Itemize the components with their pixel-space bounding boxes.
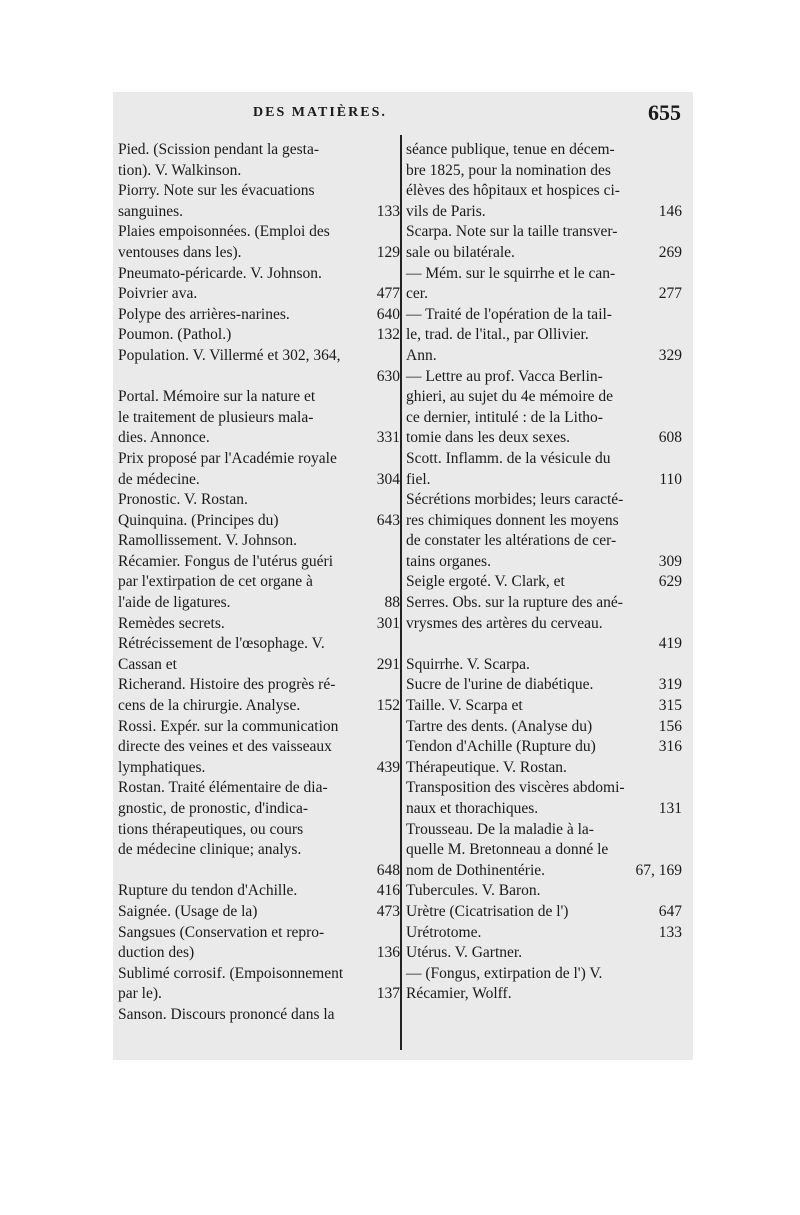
page-reference: 630: [376, 367, 400, 385]
index-entry: [118, 881, 400, 902]
index-entry: [406, 655, 682, 676]
index-entry: [406, 696, 682, 717]
page-number: 655: [648, 100, 681, 125]
entry-text: Plaies empoisonnées. (Emploi des: [118, 223, 330, 241]
page-reference: 439: [376, 758, 400, 776]
entry-text: Scott. Inflamm. de la vésicule du: [406, 449, 611, 467]
entry-text: Poivrier ava.: [118, 285, 198, 303]
entry-text: séance publique, tenue en décem-: [406, 141, 615, 158]
page-reference: 152: [376, 697, 400, 715]
entry-text: Ann.: [406, 346, 437, 364]
page-reference: 643: [376, 511, 400, 529]
index-entry: [118, 222, 400, 263]
page-reference: 319: [658, 676, 682, 694]
entry-text: Rétrécissement de l'œsophage. V.: [118, 635, 325, 653]
index-entry: [406, 717, 682, 738]
page-reference: 647: [658, 902, 682, 920]
entry-text: duction des): [118, 944, 195, 962]
entry-text: — Traité de l'opération de la tail-: [406, 305, 612, 323]
page-reference: 331: [376, 429, 400, 447]
index-entry: [406, 305, 682, 367]
entry-text: directe des veines et des vaisseaux: [118, 738, 332, 756]
entry-text: par l'extirpation de cet organe à: [118, 573, 313, 591]
entry-text: de médecine.: [118, 470, 200, 488]
page-reference: 132: [376, 326, 400, 344]
index-entry: [118, 264, 400, 285]
page-reference: 131: [658, 800, 682, 817]
index-entry: [118, 964, 400, 1005]
entry-text: sanguines.: [118, 202, 184, 220]
entry-text: Prix proposé par l'Académie royale: [118, 449, 337, 467]
page-reference: 309: [658, 552, 682, 570]
entry-text: Sublimé corrosif. (Empoisonnement: [118, 964, 344, 982]
index-entry: [406, 881, 682, 902]
entry-text: Serres. Obs. sur la rupture des ané-: [406, 594, 623, 612]
entry-text: Seigle ergoté. V. Clark, et: [406, 573, 565, 591]
page-reference: 608: [658, 429, 682, 447]
index-entry: [118, 531, 400, 552]
entry-text: tions thérapeutiques, ou cours: [118, 820, 304, 838]
entry-text: Tendon d'Achille (Rupture du): [406, 738, 596, 756]
index-entry: [118, 1005, 400, 1026]
entry-text: bre 1825, pour la nomination des: [406, 161, 611, 179]
entry-text: cens de la chirurgie. Analyse.: [118, 697, 301, 715]
index-entry: [118, 325, 400, 346]
entry-text: cer.: [406, 285, 428, 303]
index-entry: [118, 902, 400, 923]
index-entry: [406, 449, 682, 490]
entry-text: tion). V. Walkinson.: [118, 161, 242, 179]
entry-text: Tubercules. V. Baron.: [406, 882, 541, 900]
page-reference: 640: [376, 305, 400, 323]
entry-text: naux et thorachiques.: [406, 800, 539, 817]
index-entry: [118, 923, 400, 964]
entry-text: ce dernier, intitulé : de la Litho-: [406, 408, 603, 426]
index-entry: [406, 902, 682, 923]
entry-text: sale ou bilatérale.: [406, 243, 515, 261]
entry-text: élèves des hôpitaux et hospices ci-: [406, 182, 620, 200]
running-title: DES MATIÈRES.: [253, 105, 387, 120]
entry-text: Portal. Mémoire sur la nature et: [118, 388, 316, 406]
index-entry: [406, 264, 682, 305]
index-entry: [118, 284, 400, 305]
index-entry: [406, 367, 682, 449]
index-entry: [118, 346, 400, 367]
page-reference: 156: [658, 717, 682, 735]
page-reference: 269: [658, 243, 682, 261]
entry-text: nom de Dothinentérie.: [406, 861, 546, 879]
entry-text: Utérus. V. Gartner.: [406, 944, 523, 962]
index-entry: [118, 490, 400, 511]
entry-text: Squirrhe. V. Scarpa.: [406, 655, 530, 673]
index-entry: [118, 717, 400, 779]
page-reference: 301: [376, 614, 400, 632]
index-entry: [406, 820, 682, 882]
index-entry: [118, 305, 400, 326]
index-entry: [406, 923, 682, 944]
index-entry: [118, 140, 400, 181]
index-column-right: [406, 140, 682, 1005]
index-entry: [406, 778, 682, 819]
entry-text: Tartre des dents. (Analyse du): [406, 717, 593, 735]
entry-text: Piorry. Note sur les évacuations: [118, 182, 315, 200]
entry-text: Rostan. Traité élémentaire de dia-: [118, 779, 328, 797]
entry-text: l'aide de ligatures.: [118, 594, 231, 612]
page-header: [113, 100, 693, 130]
entry-text: par le).: [118, 985, 162, 1003]
entry-text: Sucre de l'urine de diabétique.: [406, 676, 594, 694]
entry-text: gnostic, de pronostic, d'indica-: [118, 800, 309, 817]
index-entry: [118, 552, 400, 614]
entry-text: le, trad. de l'ital., par Ollivier.: [406, 326, 589, 344]
column-divider: [400, 135, 402, 1050]
page-reference: 416: [376, 882, 400, 900]
entry-text: Récamier. Fongus de l'utérus guéri: [118, 552, 334, 570]
entry-text: Sanson. Discours prononcé dans la: [118, 1005, 335, 1023]
index-entry: [118, 634, 400, 675]
index-entry: [406, 593, 682, 634]
entry-text: Population. V. Villermé et 302, 364,: [118, 346, 341, 364]
index-entry: [118, 449, 400, 490]
page-reference: 473: [376, 902, 400, 920]
entry-text: de constater les altérations de cer-: [406, 532, 617, 550]
index-entry: [118, 675, 400, 716]
entry-text: res chimiques donnent les moyens: [406, 511, 619, 529]
index-entry: [406, 758, 682, 779]
index-entry: [406, 572, 682, 593]
entry-text: Sécrétions morbides; leurs caracté-: [406, 491, 624, 509]
index-entry: [118, 778, 400, 860]
entry-text: fiel.: [406, 470, 431, 488]
entry-text: Rossi. Expér. sur la communication: [118, 717, 339, 735]
index-entry: [406, 675, 682, 696]
entry-text: tomie dans les deux sexes.: [406, 429, 571, 447]
index-entry: [406, 222, 682, 263]
page-reference: 419: [658, 635, 682, 653]
entry-text: Saignée. (Usage de la): [118, 902, 258, 920]
entry-text: — (Fongus, extirpation de l') V.: [406, 964, 603, 982]
page-reference: 129: [376, 243, 400, 261]
entry-text: Ramollissement. V. Johnson.: [118, 532, 297, 550]
entry-text: Poumon. (Pathol.): [118, 326, 232, 344]
index-entry: [406, 943, 682, 964]
page-reference: 88: [384, 594, 400, 612]
entry-text: lymphatiques.: [118, 758, 206, 776]
entry-text: Pronostic. V. Rostan.: [118, 491, 248, 509]
page-reference: 329: [658, 346, 682, 364]
index-entry: [118, 387, 400, 449]
entry-text: Pied. (Scission pendant la gesta-: [118, 141, 320, 158]
index-entry: [406, 964, 682, 1005]
entry-text: ghieri, au sujet du 4e mémoire de: [406, 388, 614, 406]
entry-text: Trousseau. De la maladie à la-: [406, 820, 594, 838]
index-entry: [118, 181, 400, 222]
index-entry: [406, 490, 682, 572]
entry-text: Polype des arrières-narines.: [118, 305, 290, 323]
page-reference: 315: [658, 697, 682, 715]
index-entry: [118, 511, 400, 532]
page-reference: 477: [376, 285, 400, 303]
entry-text: le traitement de plusieurs mala-: [118, 408, 314, 426]
entry-text: Thérapeutique. V. Rostan.: [406, 758, 567, 776]
entry-text: Urétrotome.: [406, 923, 482, 941]
entry-text: quelle M. Bretonneau a donné le: [406, 841, 609, 859]
entry-text: vils de Paris.: [406, 202, 486, 220]
entry-text: de médecine clinique; analys.: [118, 841, 302, 859]
index-entry: [118, 614, 400, 635]
page-reference: 304: [376, 470, 400, 488]
entry-text: Récamier, Wolff.: [406, 985, 512, 1003]
page-reference: 648: [376, 861, 400, 879]
page-reference: 133: [376, 202, 400, 220]
page-reference: 67, 169: [635, 861, 682, 879]
page-reference: 146: [658, 202, 682, 220]
entry-text: Pneumato-péricarde. V. Johnson.: [118, 264, 322, 282]
page-reference: 629: [658, 573, 682, 591]
entry-text: — Mém. sur le squirrhe et le can-: [406, 264, 616, 282]
entry-text: Quinquina. (Principes du): [118, 511, 279, 529]
entry-text: ventouses dans les).: [118, 243, 242, 261]
page-reference: 291: [376, 655, 400, 673]
page-reference: 137: [376, 985, 400, 1003]
entry-text: — Lettre au prof. Vacca Berlin-: [406, 367, 603, 385]
entry-text: dies. Annonce.: [118, 429, 210, 447]
index-entry: [406, 140, 682, 222]
entry-text: Urètre (Cicatrisation de l'): [406, 902, 569, 920]
entry-text: Cassan et: [118, 655, 177, 673]
page-reference: 277: [658, 285, 682, 303]
page-reference: 133: [658, 923, 682, 941]
page-reference: 110: [659, 470, 682, 488]
entry-text: Taille. V. Scarpa et: [406, 697, 523, 715]
page-reference: 136: [376, 944, 400, 962]
entry-text: Rupture du tendon d'Achille.: [118, 882, 298, 900]
entry-text: vrysmes des artères du cerveau.: [406, 614, 603, 632]
entry-text: tains organes.: [406, 552, 491, 570]
index-entry: [406, 737, 682, 758]
entry-text: Scarpa. Note sur la taille transver-: [406, 223, 618, 241]
index-column-left: [118, 140, 400, 1026]
entry-text: Remèdes secrets.: [118, 614, 225, 632]
entry-text: Transposition des viscères abdomi-: [406, 779, 625, 797]
entry-text: Sangsues (Conservation et repro-: [118, 923, 325, 941]
page-reference: 316: [658, 738, 682, 756]
entry-text: Richerand. Histoire des progrès ré-: [118, 676, 336, 694]
